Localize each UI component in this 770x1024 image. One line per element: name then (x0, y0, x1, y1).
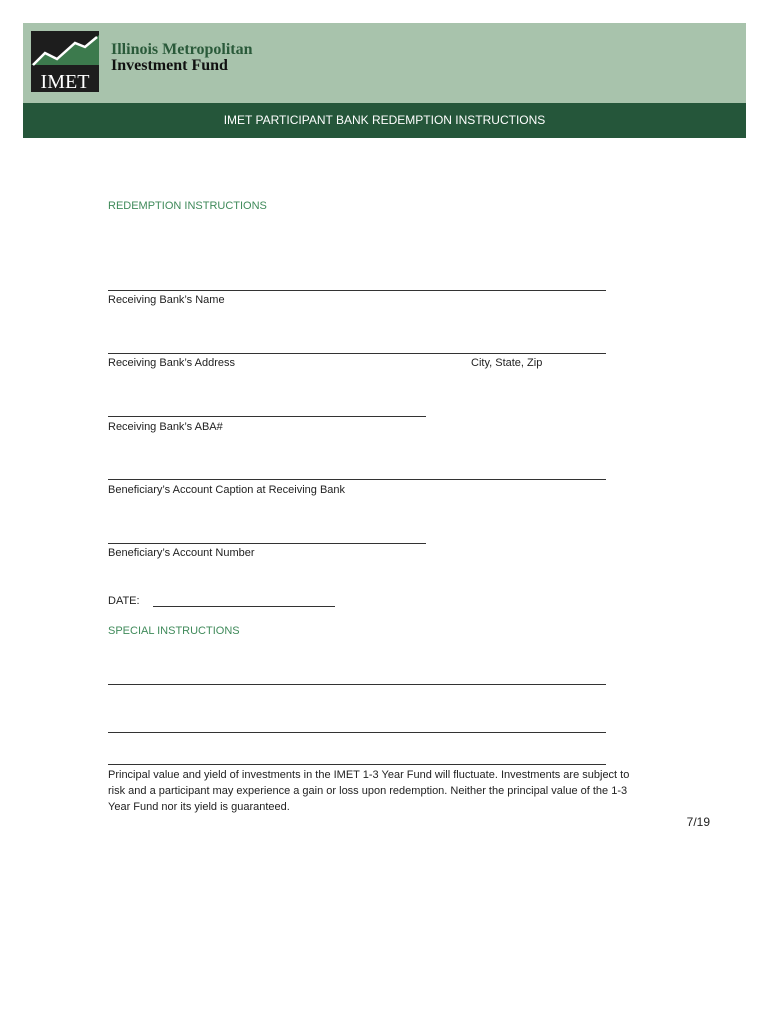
bank-address-field[interactable] (108, 353, 606, 354)
aba-field[interactable] (108, 416, 426, 417)
account-caption-label: Beneficiary’s Account Caption at Receiving Bank (108, 484, 346, 496)
form-title: IMET PARTICIPANT BANK REDEMPTION INSTRUCTIONS (23, 103, 746, 138)
account-caption-field[interactable] (108, 479, 606, 480)
account-number-field[interactable] (108, 543, 426, 544)
page-number: 7/19 (686, 815, 710, 829)
city-state-zip-label: City, State, Zip (471, 357, 543, 369)
disclaimer-text: Principal value and yield of investments in the IMET 1-3 Year Fund will fluctuate. Investments are subject to risk and a participant may experience a gain or loss upon redemption. Neither the principal value of the 1-3 Year Fund nor its yield is guaranteed. (108, 769, 630, 813)
header-band (23, 23, 746, 103)
aba-label: Receiving Bank’s ABA# (108, 421, 223, 433)
bank-name-label: Receiving Bank’s Name (108, 294, 225, 306)
brand-name-line2: Investment Fund (111, 57, 228, 74)
special-instructions-line-2[interactable] (108, 732, 606, 733)
date-field[interactable] (153, 606, 335, 607)
bank-address-label: Receiving Bank’s Address (108, 357, 235, 369)
special-instructions-line-3[interactable] (108, 764, 606, 765)
special-section-heading: SPECIAL INSTRUCTIONS (108, 625, 240, 637)
bank-name-field[interactable] (108, 290, 606, 291)
imet-logo (31, 31, 99, 92)
special-instructions-line-1[interactable] (108, 684, 606, 685)
redemption-section-heading: REDEMPTION INSTRUCTIONS (108, 200, 267, 212)
brand-name-line1: Illinois Metropolitan (111, 41, 253, 58)
account-number-label: Beneficiary’s Account Number (108, 547, 255, 559)
date-label: DATE: (108, 595, 140, 607)
logo-text: IMET (40, 71, 90, 92)
